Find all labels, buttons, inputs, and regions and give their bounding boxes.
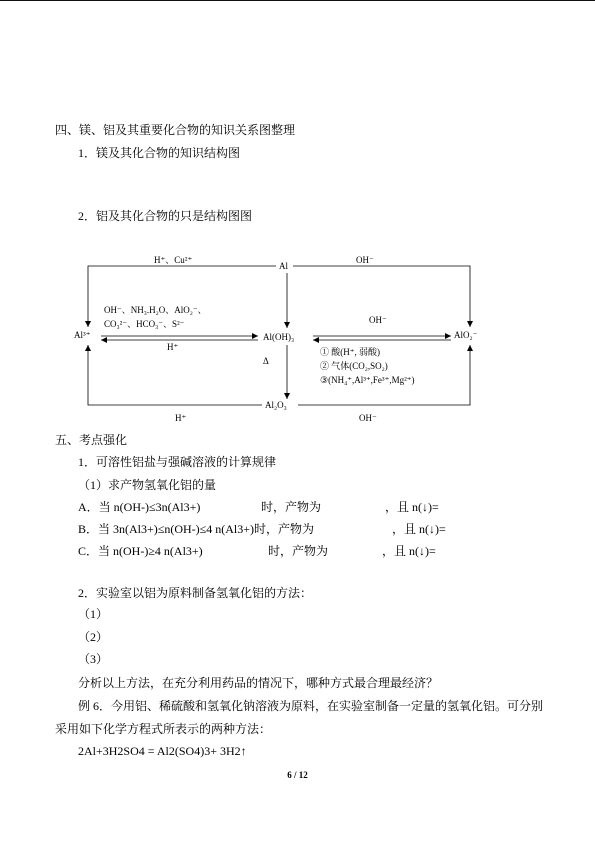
species-alumina: Al₂O₃ — [265, 400, 287, 410]
label-al-ion-to-hydroxide-line2: CO₃²⁻、HCO₃⁻、S²⁻ — [104, 319, 185, 329]
aluminum-relationship-diagram — [0, 245, 595, 430]
species-al-hydroxide: Al(OH)₃ — [263, 332, 295, 342]
label-al-to-aluminate: OH⁻ — [356, 255, 374, 265]
method-item-2: （2） — [78, 630, 109, 644]
species-al: Al — [279, 261, 288, 271]
label-aluminate-to-hydroxide-2: ② 气体(CO₂,SO₂) — [320, 361, 388, 371]
analysis-question: 分析以上方法，在充分利用药品的情况下，哪种方式最合理最经济？ — [78, 676, 439, 690]
method-item-1: （1） — [78, 607, 109, 621]
case-condition: B．当 3n(Al3+)≤n(OH-)≤4 n(Al3+) — [78, 522, 255, 536]
species-aluminate: AlO₂⁻ — [454, 330, 478, 340]
case-amount-blank: ，且 n(↓)= — [382, 544, 436, 558]
section5-point1: 1．可溶性铝盐与强碱溶液的计算规律 — [78, 455, 277, 469]
page-number: 6 / 12 — [287, 770, 308, 780]
section4-item-aluminum: 2．铝及其化合物的只是结构图图 — [78, 209, 253, 223]
section5-heading: 五、考点强化 — [55, 433, 128, 447]
label-alumina-to-aluminate: OH⁻ — [359, 413, 377, 423]
chemical-equation-1: 2Al+3H2SO4 = Al2(SO4)3+ 3H2↑ — [78, 744, 247, 758]
case-amount-blank: ，且 n(↓)= — [385, 500, 439, 514]
case-product-blank: 时，产物为 — [268, 544, 329, 558]
section4-heading: 四、镁、铝及其重要化合物的知识关系图整理 — [55, 123, 296, 137]
case-c-line — [78, 544, 436, 558]
case-a-line — [78, 500, 439, 514]
label-hydroxide-to-aluminate: OH⁻ — [369, 315, 387, 325]
example-6-line2: 采用如下化学方程式所表示的两种方法： — [55, 722, 272, 736]
label-al-ion-to-hydroxide-line1: OH⁻、NH₃.H₂O、AlO₂⁻、 — [104, 305, 207, 315]
arrow-alumina-to-al-ion — [88, 345, 262, 405]
method-item-3: （3） — [78, 652, 109, 666]
case-condition: A．当 n(OH-)≤3n(Al3+) — [78, 500, 201, 514]
label-aluminate-to-hydroxide-1: ① 酸(H⁺, 弱酸) — [320, 347, 380, 357]
label-al-to-al-ion: H⁺、Cu²⁺ — [154, 255, 193, 265]
case-product-blank: 时，产物为 — [261, 500, 322, 514]
label-hydroxide-to-al-ion: H⁺ — [167, 342, 179, 352]
label-heating-delta: Δ — [263, 356, 269, 366]
section5-sub1: （1）求产物氢氧化铝的量 — [78, 478, 217, 492]
case-amount-blank: ，且 n(↓)= — [392, 522, 446, 536]
arrow-al-to-al-ion — [88, 266, 276, 327]
header-rule — [0, 0, 595, 1]
case-product-blank: 时，产物为 — [254, 522, 315, 536]
case-condition: C．当 n(OH-)≥4 n(Al3+) — [78, 544, 203, 558]
section5-point2: 2．实验室以铝为原料制备氢氧化铝的方法： — [78, 586, 313, 600]
section4-item-magnesium: 1．镁及其化合物的知识结构图 — [78, 146, 241, 160]
label-aluminate-to-hydroxide-3: ③(NH₄⁺,Al³⁺,Fe³⁺,Mg²⁺) — [320, 375, 415, 385]
example-6-line1: 例 6．今用铝、稀硫酸和氢氧化钠溶液为原料，在实验室制备一定量的氢氧化铝。可分别 — [78, 699, 544, 713]
label-alumina-to-al-ion: H⁺ — [175, 413, 187, 423]
case-b-line — [78, 522, 446, 536]
species-al-ion: Al³⁺ — [74, 330, 91, 340]
